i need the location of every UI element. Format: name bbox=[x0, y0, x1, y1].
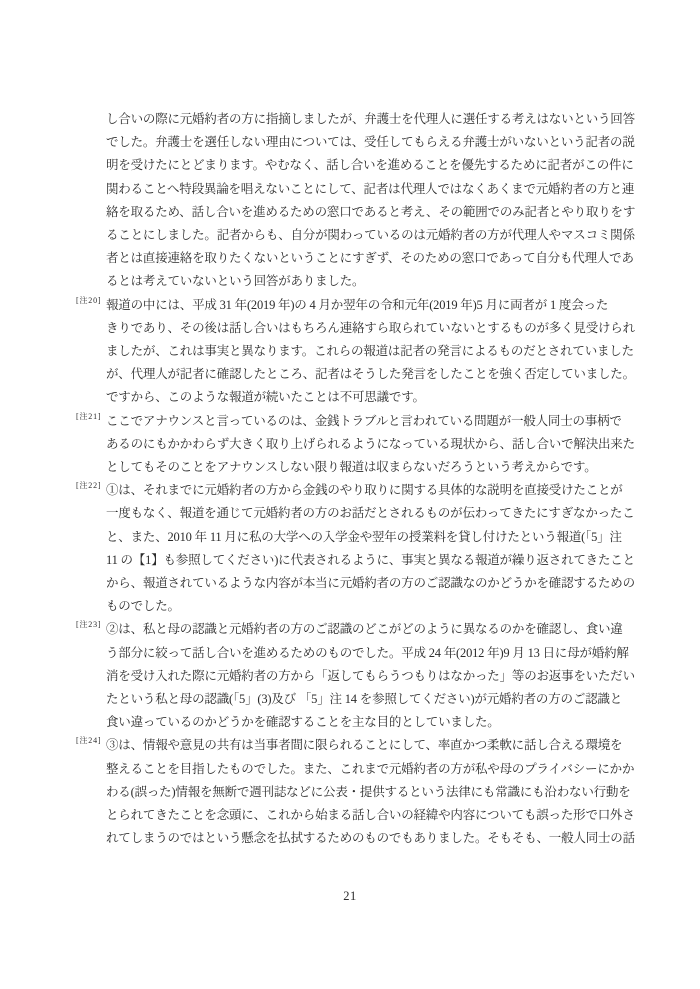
text-line: 食い違っているのかどうかを確認することを主な目的としていました。 bbox=[106, 715, 500, 730]
text-line: とられてきたことを念頭に、これから始まる話し合いの経緯や内容についても誤った形で口外さ bbox=[106, 808, 635, 823]
text-line: 整えることを目指したものでした。また、これまで元婚約者の方が私や母のプライバシーにかか bbox=[106, 761, 635, 776]
page-number: 21 bbox=[343, 889, 357, 903]
text-line: 11 の【1】も参照してください)に代表されるように、事実と異なる報道が繰り返されてきたこと bbox=[106, 552, 635, 567]
footnote-21-label: [注21] bbox=[76, 411, 102, 421]
footnote-23-label: [注23] bbox=[76, 620, 102, 630]
text-line: わる(誤った)情報を無断で週刊誌などに公表・提供するという法律にも常識にも沿わない行動を bbox=[106, 784, 631, 799]
footnote-24 bbox=[76, 734, 651, 850]
text-line: でした。弁護士を選任しない理由については、受任してもらえる弁護士がいないという記者の説 bbox=[106, 135, 635, 150]
footnote-23-body bbox=[106, 618, 651, 734]
footnote-22-label: [注22] bbox=[76, 481, 102, 491]
footnote-24-body bbox=[106, 734, 651, 850]
text-line: あるのにもかかわらず大きく取り上げられるようになっている現状から、話し合いで解決出来た bbox=[106, 436, 635, 451]
text-line: う部分に絞って話し合いを進めるためのものでした。平成 24 年(2012 年)9 月 13 日に母が婚約解 bbox=[106, 645, 629, 660]
text-line: ②は、私と母の認識と元婚約者の方のご認識のどこがどのように異なるのかを確認し、食い違 bbox=[106, 622, 623, 637]
text-line: ですから、このような報道が続いたことは不可思議です。 bbox=[106, 390, 425, 405]
footnote-20-label: [注20] bbox=[76, 295, 102, 305]
text-line: たという私と母の認識(「5」(3)及び 「5」注 14 を参照してください)が元婚約者の方のご認識と bbox=[106, 692, 623, 707]
text-line: 消を受け入れた際に元婚約者の方から「返してもらうつもりはなかった」等のお返事をいただい bbox=[106, 668, 635, 683]
text-line: ここでアナウンスと言っているのは、金銭トラブルと言われている問題が一般人同士の事柄で bbox=[106, 413, 622, 428]
footnote-22-body bbox=[106, 479, 651, 618]
text-line: 者とは直接連絡を取りたくないということにすぎず、そのための窓口であって自分も代理人であ bbox=[106, 251, 634, 266]
text-line: きりであり、その後は話し合いはもちろん連絡すら取られていないとするものが多く見受けられ bbox=[106, 320, 635, 335]
footnote-23 bbox=[76, 618, 651, 734]
text-line: ましたが、これは事実と異なります。これらの報道は記者の発言によるものだとされていました bbox=[106, 344, 634, 359]
footnote-21 bbox=[76, 410, 651, 480]
text-block bbox=[76, 108, 651, 851]
text-line: るとは考えていないという回答がありました。 bbox=[106, 274, 365, 289]
text-line: と、また、2010 年 11 月に私の大学への入学金や翌年の授業料を貸し付けたという報道(「5」注 bbox=[106, 529, 622, 544]
text-line: し合いの際に元婚約者の方に指摘しましたが、弁護士を代理人に選任する考えはないという回答 bbox=[106, 112, 635, 126]
continuation-paragraph bbox=[106, 108, 651, 294]
text-line: としてもそのことをアナウンスしない限り報道は収まらないだろうという考えからです。 bbox=[106, 460, 597, 475]
text-line: から、報道されているような内容が本当に元婚約者の方のご認識なのかどうかを確認するための bbox=[106, 576, 635, 591]
footnote-20-body bbox=[106, 294, 651, 410]
footnote-20 bbox=[76, 294, 651, 410]
text-line: ①は、それまでに元婚約者の方から金銭のやり取りに関する具体的な説明を直接受けたことが bbox=[106, 483, 623, 498]
text-line: れてしまうのではという懸念を払拭するためのものでもありました。そもそも、一般人同士の話 bbox=[106, 831, 635, 846]
footnote-24-label: [注24] bbox=[76, 736, 102, 746]
text-line: が、代理人が記者に確認したところ、記者はそうした発言をしたことを強く否定していました。 bbox=[106, 367, 635, 382]
text-line: ることにしました。記者からも、自分が関わっているのは元婚約者の方が代理人やマスコミ関係 bbox=[106, 228, 635, 243]
text-line: 絡を取るため、話し合いを進めるための窓口であると考え、その範囲でのみ記者とやり取りをす bbox=[106, 204, 636, 219]
footnote-22 bbox=[76, 479, 651, 618]
text-line: ③は、情報や意見の共有は当事者間に限られることにして、率直かつ柔軟に話し合える環境を bbox=[106, 738, 623, 753]
text-line: 関わることへ特段異論を唱えないことにして、記者は代理人ではなくあくまで元婚約者の方と連 bbox=[106, 181, 635, 196]
text-line: 一度もなく、報道を通じて元婚約者の方のお話だとされるものが伝わってきたにすぎなかったこ bbox=[106, 506, 635, 521]
text-line: ものでした。 bbox=[106, 599, 180, 614]
text-line: 明を受けたにとどまります。やむなく、話し合いを進めることを優先するために記者がこの件に bbox=[106, 158, 634, 173]
text-line: 報道の中には、平成 31 年(2019 年)の 4 月か翌年の令和元年(2019 年)5 月に両者が 1 度会った bbox=[106, 297, 609, 312]
footnote-21-body bbox=[106, 410, 651, 480]
